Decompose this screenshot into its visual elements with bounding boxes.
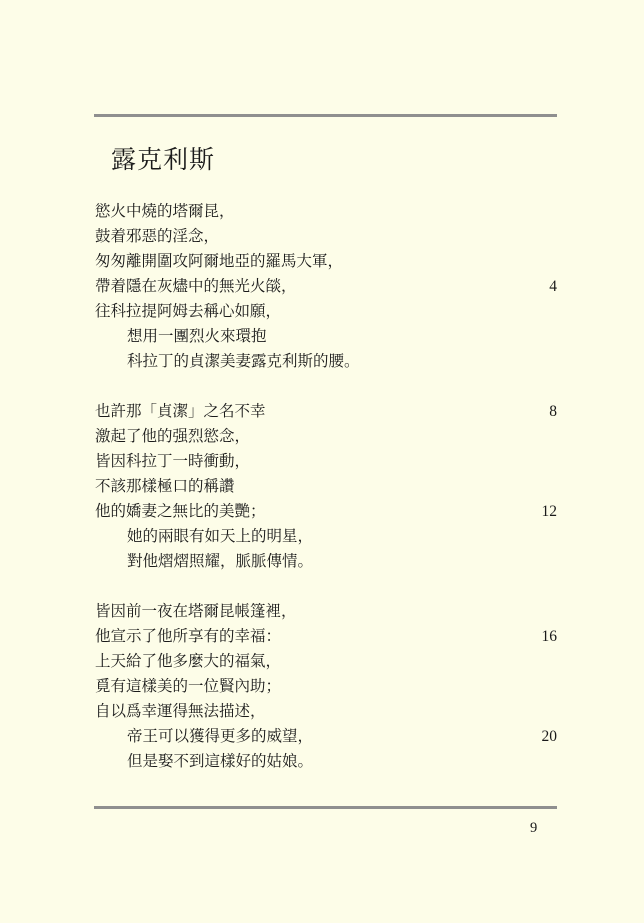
verse-line bbox=[95, 674, 557, 699]
verse-line bbox=[95, 624, 557, 649]
verse-text: 激起了他的强烈慾念， bbox=[95, 427, 251, 445]
stanza-2 bbox=[95, 399, 557, 574]
verse-line-indented bbox=[95, 549, 557, 574]
verse-line bbox=[95, 424, 557, 449]
line-number: 12 bbox=[541, 503, 557, 520]
verse-text: 科拉丁的貞潔美妻露克利斯的腰。 bbox=[127, 352, 360, 370]
verse-line bbox=[95, 599, 557, 624]
verse-text: 想用一團烈火來環抱 bbox=[127, 327, 267, 345]
verse-text: 他的嬌妻之無比的美艷； bbox=[95, 502, 266, 520]
top-rule bbox=[94, 114, 557, 117]
verse-line-indented bbox=[95, 349, 557, 374]
verse-line bbox=[95, 274, 557, 299]
line-number: 16 bbox=[541, 628, 557, 645]
page-number: 9 bbox=[530, 820, 538, 836]
line-number: 20 bbox=[541, 728, 557, 745]
verse-text: 但是娶不到這樣好的姑娘。 bbox=[127, 752, 314, 770]
verse-line-indented bbox=[95, 324, 557, 349]
verse-text: 對他熠熠照耀，脈脈傳情。 bbox=[127, 552, 314, 570]
verse-text: 她的兩眼有如天上的明星， bbox=[127, 527, 314, 545]
verse-text: 慾火中燒的塔爾昆， bbox=[95, 202, 235, 220]
verse-line-indented bbox=[95, 524, 557, 549]
stanza-3 bbox=[95, 599, 557, 774]
stanza-1 bbox=[95, 199, 557, 374]
verse-text: 上天給了他多麼大的福氣， bbox=[95, 652, 282, 670]
bottom-rule bbox=[94, 806, 557, 809]
verse-text: 帝王可以獲得更多的威望， bbox=[127, 727, 314, 745]
verse-line bbox=[95, 224, 557, 249]
line-number: 4 bbox=[549, 278, 557, 295]
verse-line bbox=[95, 649, 557, 674]
verse-text: 他宣示了他所享有的幸福： bbox=[95, 627, 282, 645]
verse-line-indented bbox=[95, 749, 557, 774]
verse-text: 皆因科拉丁一時衝動， bbox=[95, 452, 251, 470]
line-number: 8 bbox=[549, 403, 557, 420]
verse-line bbox=[95, 199, 557, 224]
verse-line bbox=[95, 249, 557, 274]
verse-line bbox=[95, 499, 557, 524]
verse-text: 覓有這樣美的一位賢內助； bbox=[95, 677, 282, 695]
verse-line bbox=[95, 474, 557, 499]
verse-text: 往科拉提阿姆去稱心如願， bbox=[95, 302, 282, 320]
verse-text: 不該那樣極口的稱讚 bbox=[95, 477, 235, 495]
verse-text: 皆因前一夜在塔爾昆帳篷裡， bbox=[95, 602, 297, 620]
verse-line bbox=[95, 699, 557, 724]
verse-text: 帶着隱在灰燼中的無光火燄， bbox=[95, 277, 297, 295]
verse-text: 也許那「貞潔」之名不幸 bbox=[95, 402, 266, 420]
verse-line-indented bbox=[95, 724, 557, 749]
verse-line bbox=[95, 449, 557, 474]
verse-text: 自以爲幸運得無法描述， bbox=[95, 702, 266, 720]
poem-title: 露克利斯 bbox=[111, 145, 216, 174]
verse-line bbox=[95, 399, 557, 424]
verse-line bbox=[95, 299, 557, 324]
verse-text: 匆匆離開圍攻阿爾地亞的羅馬大軍， bbox=[95, 252, 344, 270]
verse-text: 鼓着邪惡的淫念， bbox=[95, 227, 220, 245]
